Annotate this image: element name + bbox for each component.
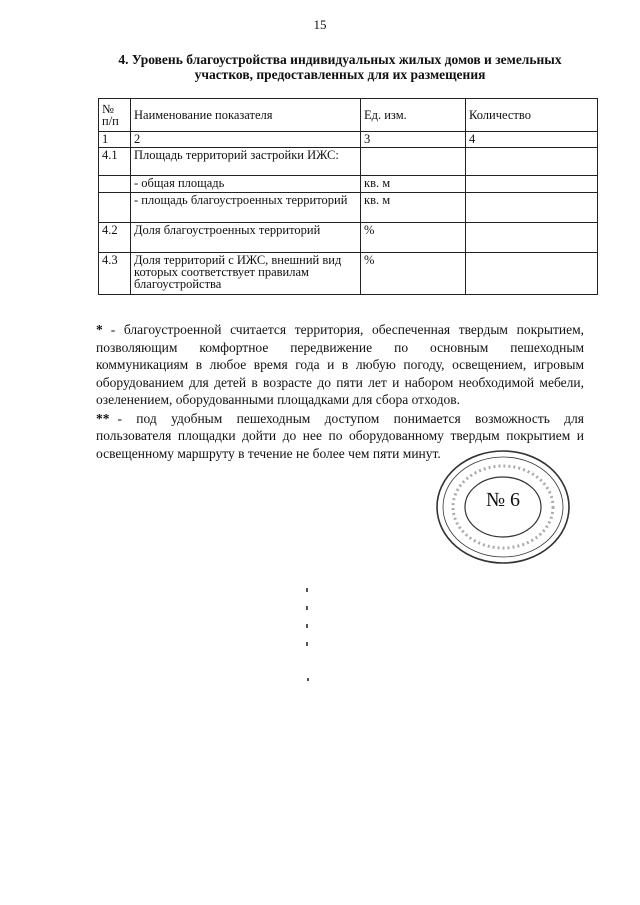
table-cell [99,176,131,193]
table-cell: - общая площадь [131,176,361,193]
table-cell: - площадь благоустроенных территорий [131,193,361,223]
indicators-table [98,98,598,295]
table-cell: % [361,223,466,253]
section-title [90,52,590,82]
header-quantity: Количество [466,99,598,132]
table-row [99,193,598,223]
header-unit: Ед. изм. [361,99,466,132]
table-cell: 2 [131,132,361,148]
scan-mark [306,588,308,592]
table-cell: 4 [466,132,598,148]
table-row [99,148,598,176]
page-number: 15 [313,17,327,32]
table-cell [466,176,598,193]
table-cell [466,223,598,253]
footnote-mark: * [96,322,103,337]
table-cell: кв. м [361,193,466,223]
seal-number: № 6 [485,489,521,511]
table-header-row [99,99,598,132]
scan-mark [307,678,309,681]
table-cell: 4.3 [99,253,131,295]
table-cell: кв. м [361,176,466,193]
table-cell: 1 [99,132,131,148]
footnote [96,321,584,409]
table-row [99,223,598,253]
footnote-mark: ** [96,410,110,426]
table-index-row [99,132,598,148]
footnotes [96,321,584,463]
table-cell: Площадь территорий застройки ИЖС: [131,148,361,176]
footnote-text: - благоустроенной считается территория, обеспеченная твердым покрытием, позволяющим комфортное передвижение по основным пешеходным коммуникациям в любое время года и в любую погоду, освещением, игровым оборудованием для детей в возрасте до пяти лет и набором необходимой мебели, озеленением, оборудованными площадками для сбора отходов. [96,322,584,407]
section-title-line-1: 4. Уровень благоустройства индивидуальных жилых домов и земельных [118,52,562,67]
table-cell [466,193,598,223]
table-cell: 3 [361,132,466,148]
table-cell [99,193,131,223]
table-cell [466,148,598,176]
footnote-text: - под удобным пешеходным доступом понимается возможность для пользователя площадки дойти до нее по оборудованному твердым покрытием и освещенному маршруту в течение не более чем пяти минут. [96,410,584,461]
scan-mark [306,624,308,628]
scan-mark [306,606,308,610]
table-cell: % [361,253,466,295]
table-cell [466,253,598,295]
scan-mark [306,642,308,646]
table-row [99,253,598,295]
table-row [99,176,598,193]
header-indicator-name: Наименование показателя [131,99,361,132]
official-seal [433,449,573,569]
header-number: № п/п [99,99,131,132]
table-cell: Доля благоустроенных территорий [131,223,361,253]
table-cell [361,148,466,176]
table-cell: 4.1 [99,148,131,176]
table-cell: Доля территорий с ИЖС, внешний вид которых соответствует правилам благоустройства [131,253,361,295]
section-title-line-2: участков, предоставленных для их размещения [194,67,486,82]
table-cell: 4.2 [99,223,131,253]
